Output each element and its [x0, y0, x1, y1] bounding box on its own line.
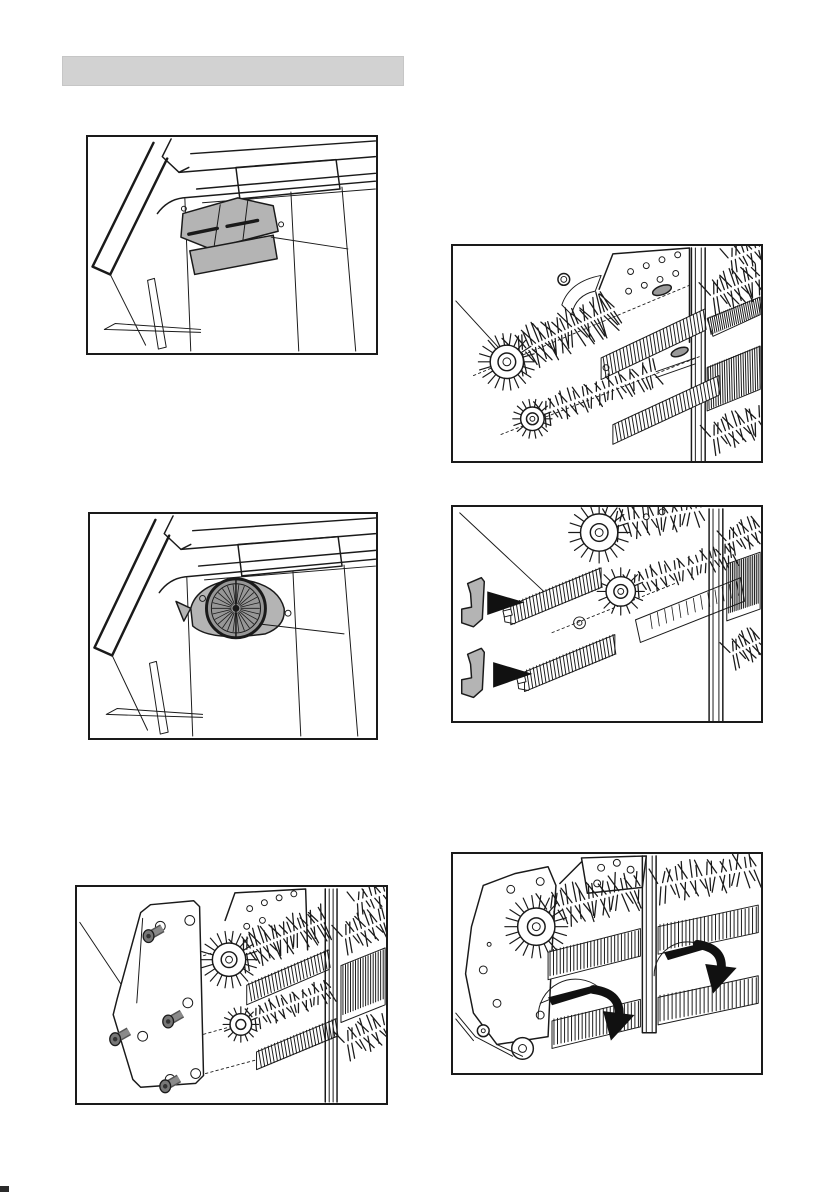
pin	[670, 345, 689, 358]
lint-strip-upper	[503, 568, 602, 625]
mast-column	[709, 509, 723, 721]
figure-side-panel-screws	[75, 885, 388, 1105]
right-brush-blocks	[699, 246, 761, 456]
callout-line	[271, 237, 348, 249]
float-flap-part	[181, 198, 284, 275]
upper-brush-roller	[478, 292, 621, 390]
lint-strip-lower	[613, 376, 720, 445]
gray-clip-lower	[462, 648, 485, 697]
lint-strip-upper	[601, 309, 706, 380]
ribbed-band-lower	[552, 976, 758, 1049]
page-corner-artifact	[0, 1186, 9, 1192]
top-brush-roller	[569, 507, 705, 563]
callout-line	[80, 922, 123, 987]
figure-water-tank-float	[86, 135, 378, 355]
section-title-bar	[62, 56, 404, 86]
callout-line	[456, 301, 499, 348]
top-plate	[560, 856, 646, 893]
figure-brush-strip-rotation	[451, 852, 763, 1075]
figure-water-tank-filter	[88, 512, 378, 740]
pin	[651, 283, 672, 298]
figure-brush-roller-unit	[451, 244, 763, 463]
mast-column	[325, 889, 337, 1102]
gray-clip-upper	[462, 578, 485, 627]
right-brush-blocks	[332, 887, 386, 1061]
filter-part	[176, 579, 291, 638]
figure-lint-strip-insertion	[451, 505, 763, 723]
mast-column	[642, 856, 656, 1033]
lint-strip-lower	[517, 635, 616, 692]
screw-holes	[626, 252, 681, 294]
